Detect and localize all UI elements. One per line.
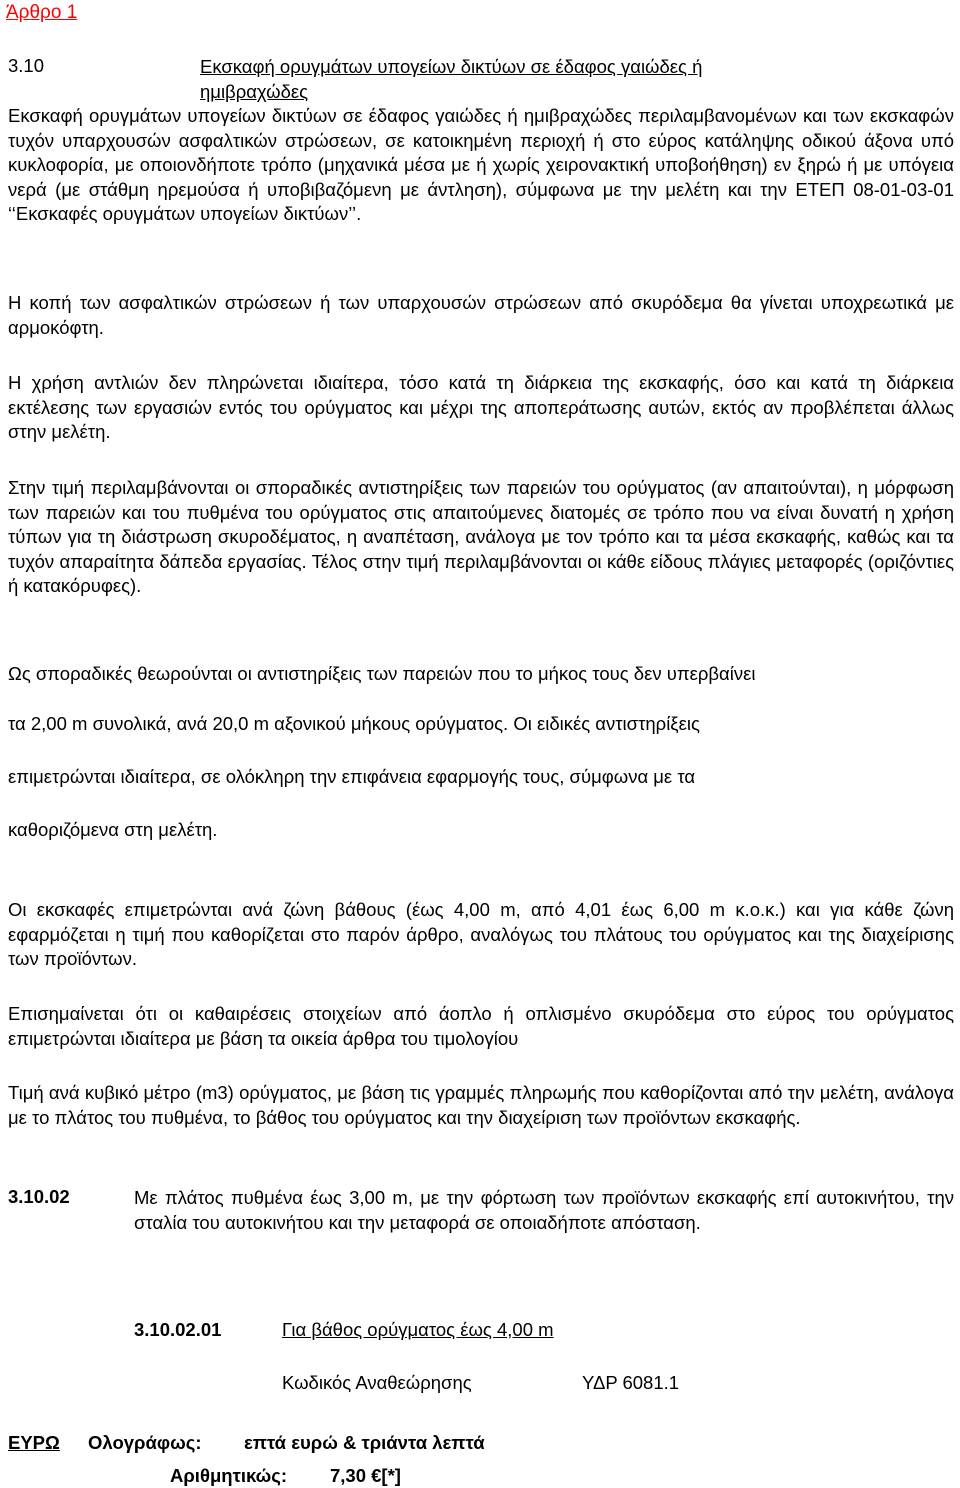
paragraph-sporadic-line1: Ως σποραδικές θεωρούνται οι αντιστηρίξεις των παρειών που το μήκος τους δεν υπερβαίνει [8,663,756,684]
subsection-number: 3.10.02 [8,1186,70,1207]
paragraph-unit-price: Τιμή ανά κυβικό μέτρο (m3) ορύγματος, με βάση τις γραμμές πληρωμής που καθορίζονται από την μελέτη, ανάλογα με το πλάτος του πυθμένα, το βάθος του ορύγματος και την διαχείριση των προϊόντων εκσκαφής. [8,1082,954,1128]
section-number: 3.10 [8,55,45,76]
numeric-label: Αριθμητικώς: [170,1465,288,1486]
paragraph-sporadic-line4: καθοριζόμενα στη μελέτη. [8,819,218,840]
numeric-value: 7,30 €[*] [330,1465,401,1486]
section-title-line1: Εκσκαφή ορυγμάτων υπογείων δικτύων σε έδαφος γαιώδες ή [200,56,703,77]
section-title [200,55,702,104]
paragraph-description: Εκσκαφή ορυγμάτων υπογείων δικτύων σε έδαφος γαιώδες ή ημιβραχώδες περιλαμβανομένων και των εκσκαφών τυχόν υπαρχουσών ασφαλτικών στρώσεων, σε κατοικημένη περιοχή ή στο εύρος κατάληψης οδικού άξονα υπό κυκλοφορία, με οποιονδήποτε τρόπο (μηχανικά μέσα με ή χωρίς χειρονακτική υποβοήθηση) εν ξηρώ ή με υπόγεια νερά (με στάθμη ηρεμούσα ή υποβιβαζόμενη με άντληση), σύμφωνα με την μελέτη και την ΕΤΕΠ 08-01-03-01 ‘‘Εκσκαφές ορυγμάτων υπογείων δικτύων’’. [8,105,954,224]
paragraph-asphalt-cutting: Η κοπή των ασφαλτικών στρώσεων ή των υπαρχουσών στρώσεων από σκυρόδεμα θα γίνεται υποχρεωτικά με αρμοκόφτη. [8,292,954,338]
paragraph-price-includes: Στην τιμή περιλαμβάνονται οι σποραδικές αντιστηρίξεις των παρειών του ορύγματος (αν απαιτούνται), η μόρφωση των παρειών και του πυθμένα του ορύγματος στις απαιτούμενες διατομές σε τρόπο που να είναι δυνατή η χρήση τύπων για τη διάστρωση σκυροδέματος, η αναπέταση, ανάλογα με τον τρόπο και τα μέσα εκσκαφής, καθώς και τα τυχόν απαραίτητα δάπεδα εργασίας. Τέλος στην τιμή περιλαμβάνονται οι κάθε είδους πλάγιες μεταφορές (οριζόντιες ή κατακόρυφες). [8,477,954,596]
revision-code: ΥΔΡ 6081.1 [582,1372,680,1393]
subsection-text: Με πλάτος πυθμένα έως 3,00 m, με την φόρτωση των προϊόντων εκσκαφής επί αυτοκινήτου, την σταλία του αυτοκινήτου και την μεταφορά σε οποιαδήποτε απόσταση. [134,1187,954,1233]
section-title-line2: ημιβραχώδες [200,80,309,102]
paragraph-depth-zones: Οι εκσκαφές επιμετρώνται ανά ζώνη βάθους (έως 4,00 m, από 4,01 έως 6,00 m κ.ο.κ.) και για κάθε ζώνη εφαρμόζεται η τιμή που καθορίζεται στο παρόν άρθρο, αναλόγως του πλάτους του ορύγματος και της διαχείρισης των προϊόντων. [8,899,954,969]
item-title: Για βάθος ορύγματος έως 4,00 m [282,1319,554,1340]
paragraph-pumps: Η χρήση αντλιών δεν πληρώνεται ιδιαίτερα, τόσο κατά τη διάρκεια της εκσκαφής, όσο και κατά τη διάρκεια εκτέλεσης των εργασιών εντός του ορύγματος και μέχρι της αποπεράτωσης αυτών, εκτός αν προβλέπεται άλλως στην μελέτη. [8,372,954,442]
paragraph-sporadic-line2: τα 2,00 m συνολικά, ανά 20,0 m αξονικού μήκους ορύγματος. Οι ειδικές αντιστηρίξεις [8,713,700,734]
item-number: 3.10.02.01 [134,1319,222,1340]
paragraph-sporadic-line3: επιμετρώνται ιδιαίτερα, σε ολόκληρη την επιφάνεια εφαρμογής τους, σύμφωνα με τα [8,766,696,787]
currency-label: ΕΥΡΩ [8,1432,60,1453]
revision-label: Κωδικός Αναθεώρησης [282,1372,472,1393]
article-heading: Άρθρο 1 [6,2,78,23]
paragraph-demolition: Επισημαίνεται ότι οι καθαιρέσεις στοιχείων από άοπλο ή οπλισμένο σκυρόδεμα στο εύρος του ορύγματος επιμετρώνται ιδιαίτερα με βάση τα οικεία άρθρα του τιμολογίου [8,1003,954,1049]
words-value: επτά ευρώ & τριάντα λεπτά [244,1432,485,1453]
words-label: Ολογράφως: [88,1432,202,1453]
